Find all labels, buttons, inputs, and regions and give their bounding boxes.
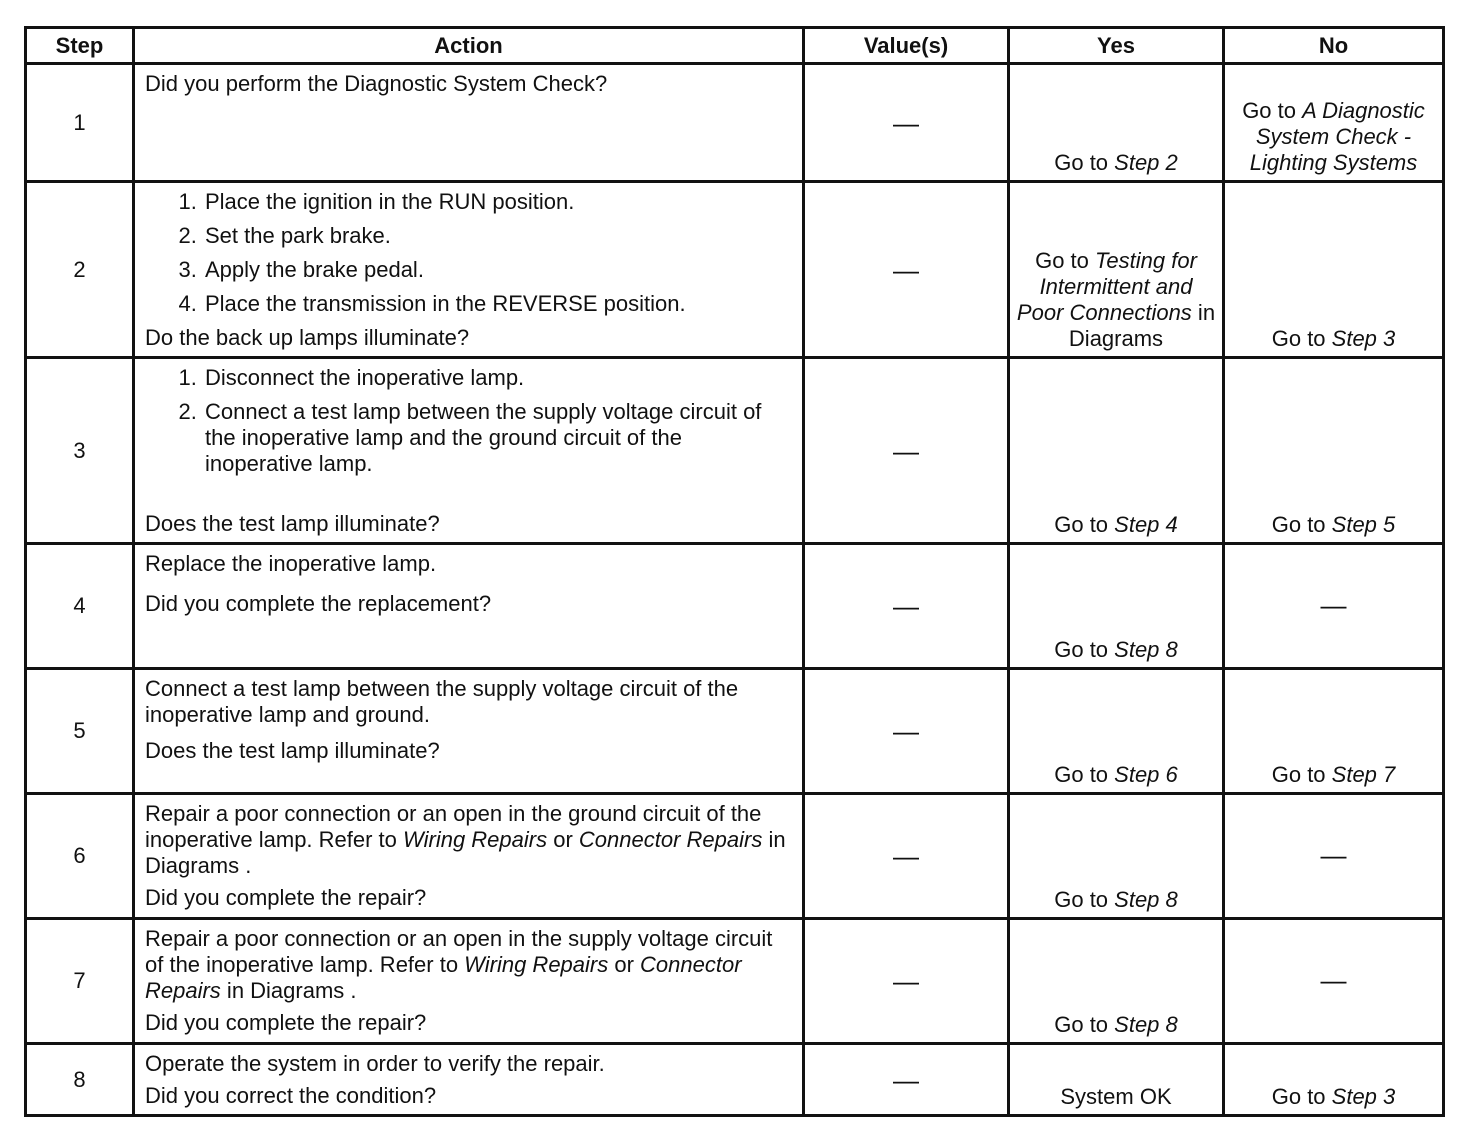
no-cell: — bbox=[1224, 919, 1444, 1044]
table-row-step-3 bbox=[26, 358, 1444, 544]
go-to-text: Go to bbox=[1271, 512, 1332, 537]
action-instruction: Connect a test lamp between the supply voltage circuit of the inoperative lamp and ground. bbox=[145, 676, 739, 727]
action-step-item: 2. Connect a test lamp between the supply voltage circuit of the inoperative lamp and the ground circuit of the inoperative lamp. bbox=[203, 399, 792, 477]
go-to-text: Go to bbox=[1054, 150, 1115, 175]
action-cell bbox=[134, 358, 804, 544]
action-steps-list bbox=[145, 365, 792, 477]
action-cell bbox=[134, 544, 804, 669]
yes-cell bbox=[1009, 919, 1224, 1044]
instruction-text: in Diagrams . bbox=[220, 978, 357, 1003]
action-cell bbox=[134, 794, 804, 919]
yes-cell bbox=[1009, 64, 1224, 182]
no-cell bbox=[1224, 182, 1444, 358]
value-cell: — bbox=[804, 1044, 1009, 1116]
action-cell bbox=[134, 182, 804, 358]
go-to-text: Go to bbox=[1035, 248, 1095, 273]
action-question: Did you correct the condition? bbox=[145, 1083, 437, 1108]
header-no: No bbox=[1224, 28, 1444, 64]
action-cell bbox=[134, 919, 804, 1044]
go-to-text: Go to bbox=[1271, 326, 1332, 351]
step-number: 3 bbox=[26, 358, 134, 544]
action-instruction bbox=[145, 926, 792, 1004]
yes-cell bbox=[1009, 544, 1224, 669]
yes-step-reference: Step 8 bbox=[1114, 887, 1178, 912]
header-row bbox=[26, 28, 1444, 64]
action-cell bbox=[134, 64, 804, 182]
header-yes: Yes bbox=[1009, 28, 1224, 64]
action-question: Does the test lamp illuminate? bbox=[145, 738, 440, 763]
yes-step-reference: Step 8 bbox=[1114, 637, 1178, 662]
instruction-text: in Diagrams . bbox=[145, 827, 786, 878]
no-step-reference: Step 7 bbox=[1331, 762, 1396, 787]
go-to-text: Go to bbox=[1242, 98, 1303, 123]
go-to-text: Go to bbox=[1054, 887, 1115, 912]
wiring-repairs-reference: Wiring Repairs bbox=[464, 952, 609, 977]
go-to-text: Go to bbox=[1271, 762, 1332, 787]
diagnostic-table bbox=[24, 26, 1445, 1117]
instruction-text: Repair a poor connection or an open in the supply voltage circuit of the inoperative lamp. Refer to bbox=[145, 926, 773, 977]
go-to-text: Go to bbox=[1054, 637, 1115, 662]
header-step: Step bbox=[26, 28, 134, 64]
action-question: Did you complete the repair? bbox=[145, 1010, 427, 1035]
table-row-step-2 bbox=[26, 182, 1444, 358]
step-number: 6 bbox=[26, 794, 134, 919]
yes-cell bbox=[1009, 182, 1224, 358]
no-step-reference: Step 5 bbox=[1331, 512, 1396, 537]
yes-cell bbox=[1009, 358, 1224, 544]
step-number: 8 bbox=[26, 1044, 134, 1116]
value-cell: — bbox=[804, 544, 1009, 669]
no-cell bbox=[1224, 358, 1444, 544]
no-cell: — bbox=[1224, 544, 1444, 669]
yes-step-reference: Step 6 bbox=[1114, 762, 1178, 787]
no-cell bbox=[1224, 64, 1444, 182]
value-cell: — bbox=[804, 64, 1009, 182]
action-question: Did you complete the replacement? bbox=[145, 591, 492, 616]
go-to-text: Go to bbox=[1054, 762, 1115, 787]
yes-cell bbox=[1009, 794, 1224, 919]
instruction-text: Repair a poor connection or an open in the ground circuit of the inoperative lamp. Refer to bbox=[145, 801, 762, 852]
action-cell bbox=[134, 1044, 804, 1116]
value-cell: — bbox=[804, 182, 1009, 358]
instruction-text: or bbox=[608, 952, 641, 977]
value-cell: — bbox=[804, 794, 1009, 919]
connector-repairs-reference: Connector Repairs bbox=[145, 952, 742, 1003]
action-question: Do the back up lamps illuminate? bbox=[145, 325, 470, 350]
step-number: 2 bbox=[26, 182, 134, 358]
yes-step-reference: Step 8 bbox=[1114, 1012, 1178, 1037]
no-cell bbox=[1224, 1044, 1444, 1116]
step-number: 1 bbox=[26, 64, 134, 182]
action-instruction bbox=[145, 801, 792, 879]
value-cell: — bbox=[804, 669, 1009, 794]
no-step-reference: A Diagnostic System Check - Lighting Systems bbox=[1249, 98, 1425, 175]
action-question: Does the test lamp illuminate? bbox=[145, 511, 440, 536]
step-number: 5 bbox=[26, 669, 134, 794]
wiring-repairs-reference: Wiring Repairs bbox=[403, 827, 548, 852]
action-instruction: Operate the system in order to verify the repair. bbox=[145, 1051, 605, 1076]
table-row-step-8 bbox=[26, 1044, 1444, 1116]
table-row-step-4 bbox=[26, 544, 1444, 669]
action-step-item: 3. Apply the brake pedal. bbox=[203, 257, 792, 283]
no-cell: — bbox=[1224, 794, 1444, 919]
step-number: 4 bbox=[26, 544, 134, 669]
value-cell: — bbox=[804, 919, 1009, 1044]
yes-suffix-text: in bbox=[1191, 300, 1216, 325]
value-cell: — bbox=[804, 358, 1009, 544]
action-step-item: 4. Place the transmission in the REVERSE position. bbox=[203, 291, 792, 317]
action-step-item: 1. Place the ignition in the RUN position. bbox=[203, 189, 792, 215]
action-question: Did you complete the repair? bbox=[145, 885, 427, 910]
action-step-item: 2. Set the park brake. bbox=[203, 223, 792, 249]
no-step-reference: Step 3 bbox=[1331, 1084, 1396, 1109]
yes-step-reference: Step 4 bbox=[1114, 512, 1178, 537]
no-cell bbox=[1224, 669, 1444, 794]
yes-tail-text: Diagrams bbox=[1068, 326, 1164, 351]
connector-repairs-reference: Connector Repairs bbox=[578, 827, 763, 852]
go-to-text: Go to bbox=[1054, 1012, 1115, 1037]
table-row-step-6 bbox=[26, 794, 1444, 919]
table-row-step-5 bbox=[26, 669, 1444, 794]
no-step-reference: Step 3 bbox=[1331, 326, 1396, 351]
action-instruction: Replace the inoperative lamp. bbox=[145, 551, 437, 576]
yes-step-reference: Step 2 bbox=[1114, 150, 1178, 175]
action-steps-list bbox=[145, 189, 792, 317]
yes-step-reference: Testing for Intermittent and Poor Connections bbox=[1016, 248, 1197, 325]
action-cell bbox=[134, 669, 804, 794]
instruction-text: or bbox=[547, 827, 579, 852]
header-values: Value(s) bbox=[804, 28, 1009, 64]
table-row-step-1 bbox=[26, 64, 1444, 182]
action-question: Did you perform the Diagnostic System Check? bbox=[145, 71, 608, 96]
yes-cell: System OK bbox=[1009, 1044, 1224, 1116]
go-to-text: Go to bbox=[1054, 512, 1115, 537]
go-to-text: Go to bbox=[1271, 1084, 1332, 1109]
step-number: 7 bbox=[26, 919, 134, 1044]
header-action: Action bbox=[134, 28, 804, 64]
action-step-item: 1. Disconnect the inoperative lamp. bbox=[203, 365, 792, 391]
yes-cell bbox=[1009, 669, 1224, 794]
table-row-step-7 bbox=[26, 919, 1444, 1044]
